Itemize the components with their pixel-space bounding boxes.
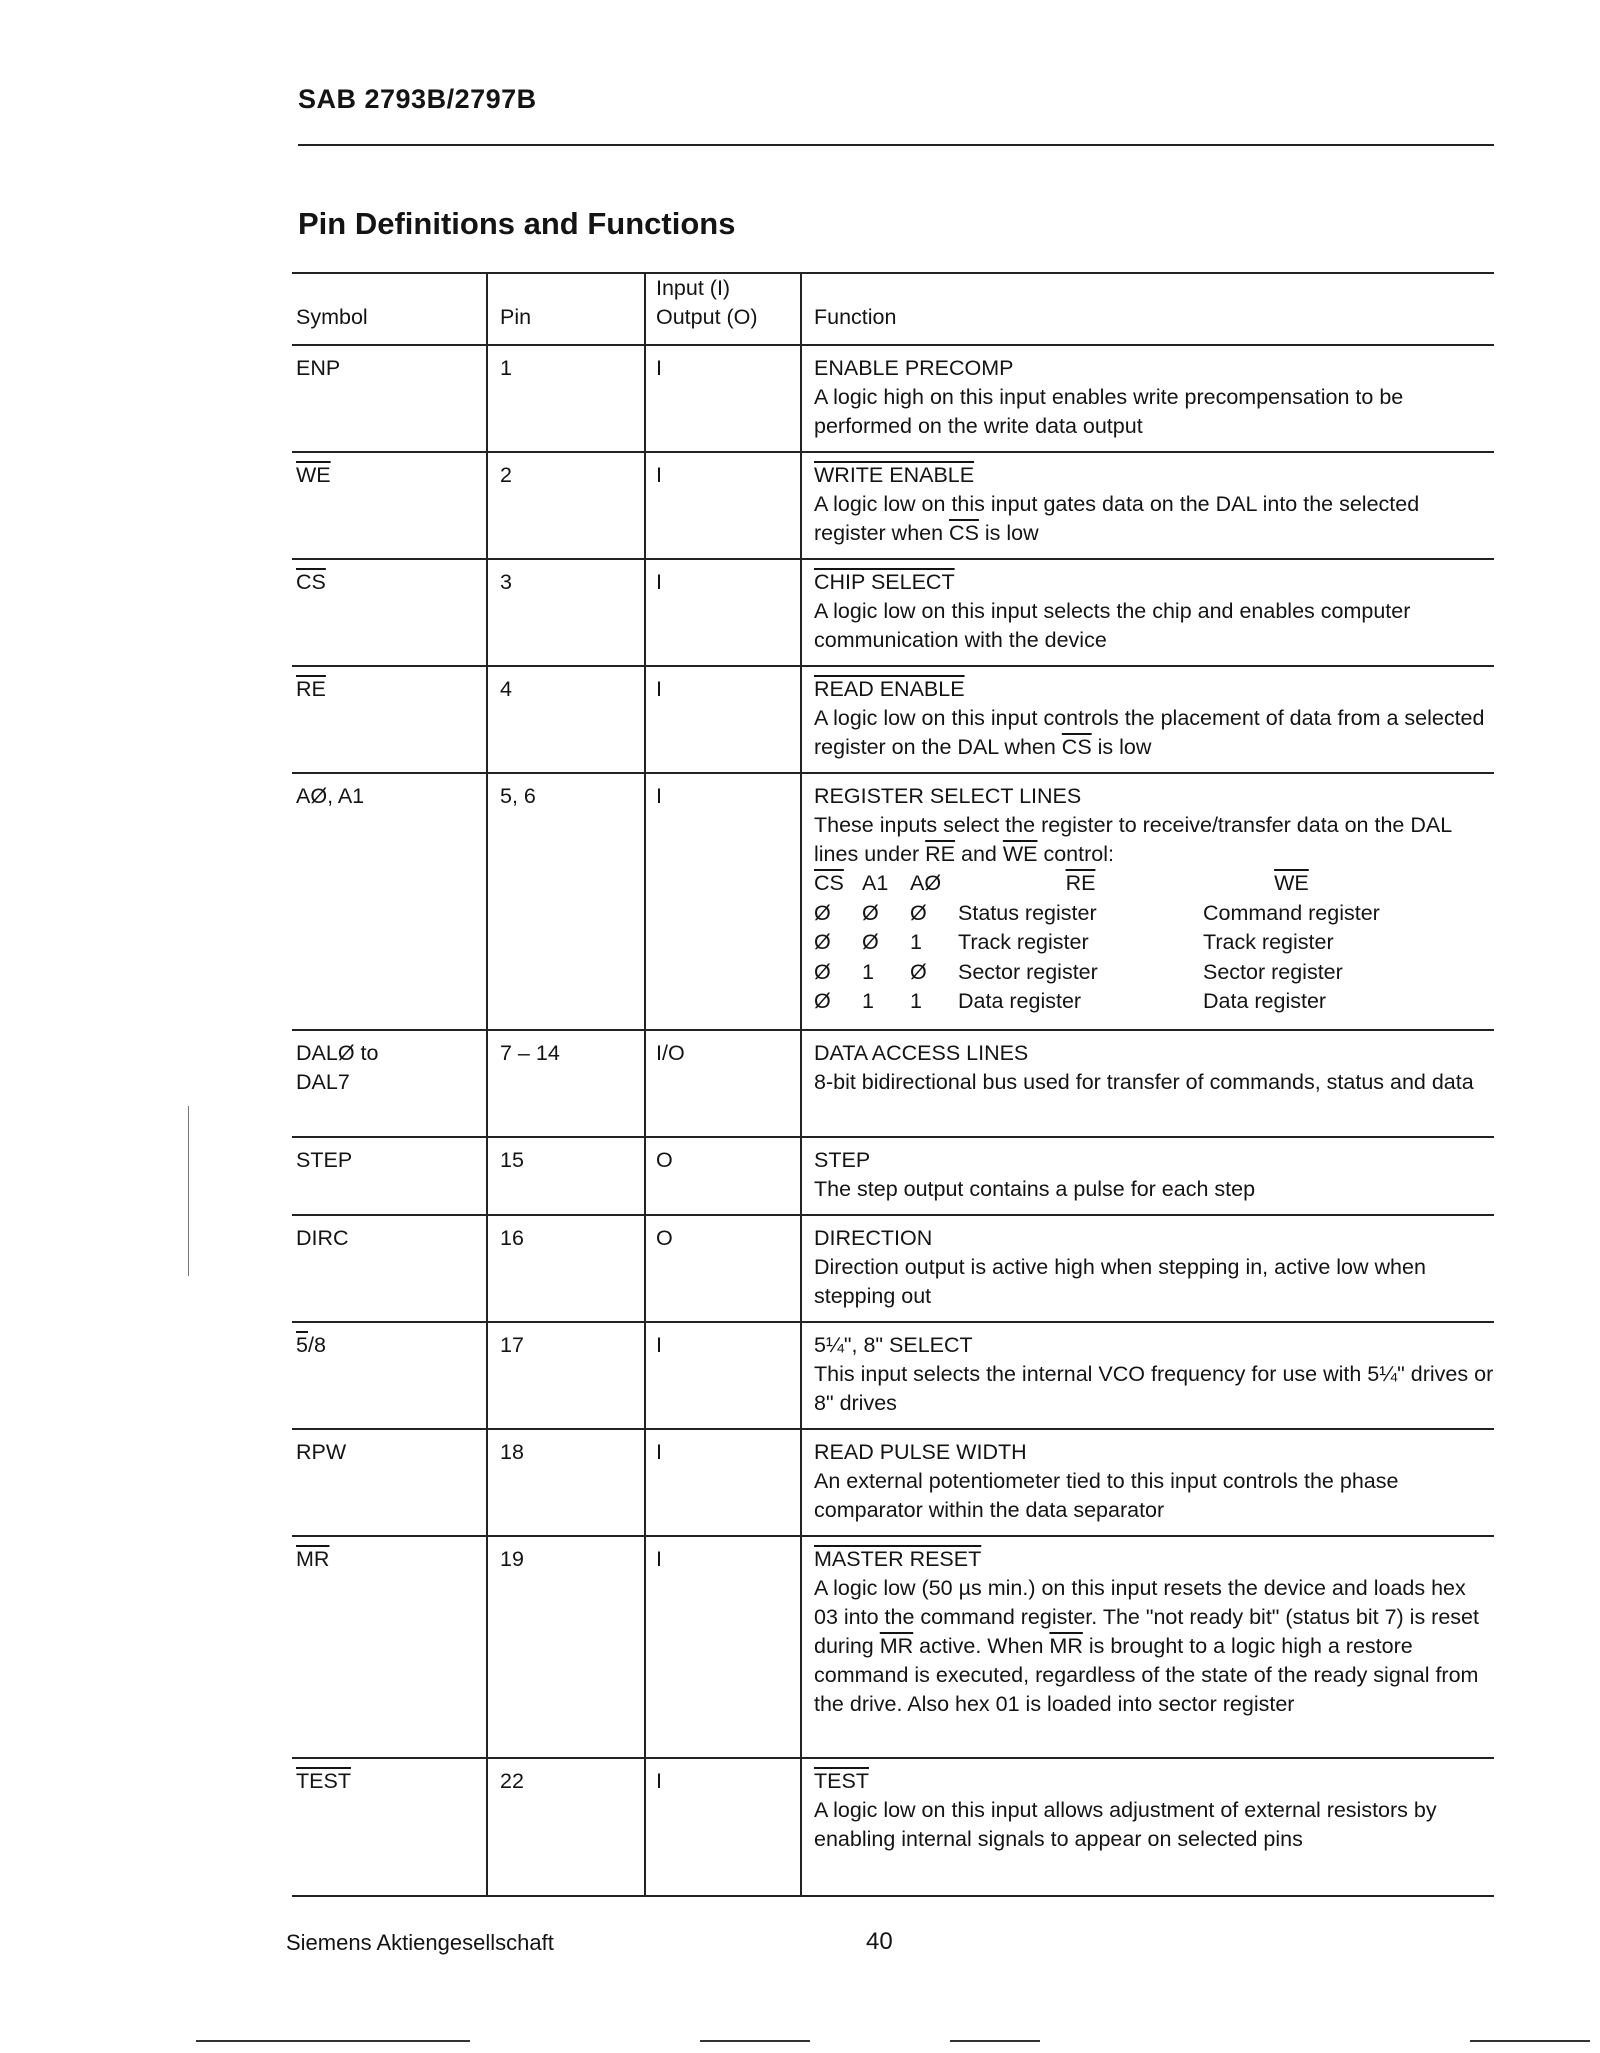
function-cell (801, 1758, 1494, 1896)
io-cell: O (645, 1137, 801, 1215)
io-cell: O (645, 1215, 801, 1322)
symbol-line: DALØ to (296, 1041, 379, 1065)
table-row (292, 1215, 1494, 1322)
pin-cell: 18 (487, 1429, 645, 1536)
register-a1: 1 (862, 989, 874, 1013)
io-cell: I (645, 1536, 801, 1758)
column-header-symbol: Symbol (292, 273, 487, 345)
signal-overlined: $\overline{MR}$ (1049, 1634, 1083, 1658)
register-re: Status register (958, 900, 1097, 925)
function-title: ENABLE PRECOMP (814, 356, 1014, 380)
table-row (292, 773, 1494, 1030)
register-a0: Ø (910, 900, 927, 925)
function-title: READ ENABLE (814, 677, 965, 701)
io-cell: I (645, 773, 801, 1030)
function-description: Direction output is active high when stepping in, active low when stepping out (814, 1255, 1426, 1308)
symbol-overlined: $\overline{WE}$ (296, 463, 331, 487)
function-description: A logic high on this input enables write precompensation to be performed on the write data output (814, 385, 1404, 438)
header-divider (298, 144, 1494, 146)
scan-edge-line (700, 2040, 810, 2042)
table-row (292, 1429, 1494, 1536)
symbol-cell (292, 666, 487, 773)
scan-edge-line (196, 2040, 470, 2042)
io-cell: I (645, 1322, 801, 1429)
io-cell: I (645, 1758, 801, 1896)
function-description: An external potentiometer tied to this input controls the phase comparator within the data separator (814, 1469, 1399, 1522)
symbol-cell (292, 1322, 487, 1429)
pin-cell: 4 (487, 666, 645, 773)
symbol-overlined: $\overline{CS}$ (296, 570, 326, 594)
pin-cell: 15 (487, 1137, 645, 1215)
register-cs: Ø (814, 930, 831, 954)
document-header: SAB 2793B/2797B (298, 84, 537, 114)
register-row (814, 958, 1380, 988)
signal-overlined: $\overline{MR}$ (879, 1634, 914, 1658)
description-text: A logic low on this input gates data on the DAL into the selected register when (814, 492, 1420, 545)
pin-cell: 7 – 14 (487, 1030, 645, 1137)
register-header-row (814, 869, 1380, 899)
function-title: TEST (814, 1769, 869, 1793)
register-re: Sector register (958, 959, 1098, 984)
description-text: is low (1091, 735, 1152, 759)
function-cell (801, 1030, 1494, 1137)
function-title: STEP (814, 1148, 871, 1172)
table-row (292, 345, 1494, 452)
scan-edge-line (1470, 2040, 1590, 2042)
register-a0: 1 (910, 930, 922, 954)
function-cell (801, 1322, 1494, 1429)
register-cs: Ø (814, 989, 831, 1013)
pin-definitions-table (292, 272, 1494, 1897)
symbol-overlined: TEST (296, 1769, 351, 1793)
register-cs: Ø (814, 900, 831, 925)
io-cell: I (645, 666, 801, 773)
register-row (814, 987, 1380, 1017)
register-a1: Ø (862, 930, 879, 954)
signal-overlined: $\overline{RE}$ (925, 842, 956, 866)
signal-overlined: $\overline{CS}$ (1061, 735, 1092, 759)
register-header-re (958, 869, 1203, 899)
register-header-a1: A1 (862, 871, 889, 895)
description-text: and (955, 842, 1003, 866)
symbol-cell: STEP (292, 1137, 487, 1215)
function-description: A logic low on this input allows adjustment of external resistors by enabling internal signals to appear on selected pins (814, 1798, 1437, 1851)
register-header-cs: $\overline{CS}$ (814, 871, 844, 895)
signal-overlined: $\overline{WE}$ (1002, 842, 1038, 866)
function-title: CHIP SELECT (814, 570, 955, 594)
column-header-function: Function (801, 273, 1494, 345)
symbol-overlined: 5 (296, 1333, 308, 1357)
function-title: MASTER RESET (814, 1547, 982, 1571)
function-description (814, 1574, 1494, 1719)
scan-margin-mark (188, 1106, 189, 1276)
description-text: A logic low on this input controls the placement of data from a selected register on the DAL when (814, 706, 1485, 759)
page-number: 40 (866, 1928, 893, 1955)
description-text: is brought to a logic high a restore command is executed, regardless of the state of the ready signal from the drive. Also hex 01 is loaded into sector register (814, 1634, 1479, 1716)
register-select-table (814, 869, 1380, 1017)
function-title: WRITE ENABLE (814, 463, 975, 487)
column-header-io-line1: Input (I) (656, 276, 731, 300)
symbol-cell: AØ, A1 (292, 773, 487, 1030)
description-text: A logic low (50 µs min.) on this input resets the device and loads hex 03 into the command register. The "not ready bit" (status bit 7) is reset during (814, 1576, 1479, 1658)
table-row (292, 1137, 1494, 1215)
io-cell: I (645, 559, 801, 666)
function-cell (801, 452, 1494, 559)
function-description: 8-bit bidirectional bus used for transfer of commands, status and data (814, 1070, 1474, 1094)
description-text: These inputs select the register to receive/transfer data on the DAL lines under (814, 813, 1452, 866)
pin-cell: 3 (487, 559, 645, 666)
function-title: REGISTER SELECT LINES (814, 784, 1082, 808)
function-description (814, 811, 1494, 869)
register-a1: 1 (862, 959, 874, 984)
function-cell (801, 1429, 1494, 1536)
function-cell (801, 1215, 1494, 1322)
register-a0: 1 (910, 989, 922, 1013)
pin-cell: 22 (487, 1758, 645, 1896)
symbol-text: /8 (307, 1333, 326, 1357)
table-row (292, 1536, 1494, 1758)
symbol-cell: ENP (292, 345, 487, 452)
register-a0: Ø (910, 959, 927, 984)
table-row (292, 1030, 1494, 1137)
register-row (814, 899, 1380, 929)
symbol-line: DAL7 (296, 1070, 350, 1094)
register-we: Sector register (1203, 959, 1343, 984)
io-cell: I (645, 1429, 801, 1536)
signal-overlined: $\overline{CS}$ (949, 521, 979, 545)
function-description (814, 704, 1494, 762)
function-title: 5¼", 8" SELECT (814, 1333, 973, 1357)
function-description: This input selects the internal VCO frequency for use with 5¼" drives or 8" drives (814, 1362, 1494, 1415)
description-text: active. When (913, 1634, 1050, 1658)
function-description: The step output contains a pulse for each step (814, 1177, 1256, 1201)
symbol-overlined: $\overline{RE}$ (296, 677, 326, 701)
register-row (814, 928, 1380, 958)
register-re: Track register (958, 930, 1089, 954)
description-text: is low (978, 521, 1039, 545)
table-row (292, 559, 1494, 666)
column-header-io (645, 273, 801, 345)
function-cell (801, 1137, 1494, 1215)
symbol-cell: DIRC (292, 1215, 487, 1322)
register-re: Data register (958, 989, 1082, 1013)
function-description: A logic low on this input selects the chip and enables computer communication with the device (814, 599, 1411, 652)
section-title: Pin Definitions and Functions (298, 206, 736, 241)
register-we: Data register (1203, 989, 1327, 1013)
function-cell (801, 666, 1494, 773)
register-header-re-label: $\overline{RE}$ (1065, 871, 1096, 895)
function-cell (801, 773, 1494, 1030)
table-header-row (292, 273, 1494, 345)
table-row (292, 1322, 1494, 1429)
symbol-cell (292, 559, 487, 666)
function-title: DIRECTION (814, 1226, 933, 1250)
pin-cell: 2 (487, 452, 645, 559)
symbol-cell (292, 452, 487, 559)
symbol-cell (292, 1536, 487, 1758)
table-row (292, 1758, 1494, 1896)
register-we: Track register (1203, 930, 1334, 954)
scan-edge-line (950, 2040, 1040, 2042)
register-a1: Ø (862, 900, 879, 925)
io-cell: I (645, 452, 801, 559)
description-text: control: (1037, 842, 1114, 866)
column-header-pin: Pin (487, 273, 645, 345)
register-we: Command register (1203, 900, 1380, 925)
io-cell: I (645, 345, 801, 452)
pin-cell: 17 (487, 1322, 645, 1429)
pin-cell: 16 (487, 1215, 645, 1322)
symbol-cell (292, 1758, 487, 1896)
symbol-overlined: $\overline{MR}$ (296, 1547, 330, 1571)
function-cell (801, 559, 1494, 666)
table-row (292, 452, 1494, 559)
function-description (814, 490, 1494, 548)
pin-cell: 5, 6 (487, 773, 645, 1030)
symbol-cell: RPW (292, 1429, 487, 1536)
function-title: READ PULSE WIDTH (814, 1440, 1027, 1464)
footer-company: Siemens Aktiengesellschaft (286, 1930, 554, 1955)
register-cs: Ø (814, 959, 831, 984)
symbol-cell (292, 1030, 487, 1137)
function-cell (801, 345, 1494, 452)
register-header-we (1203, 869, 1380, 899)
register-header-a0: AØ (910, 871, 942, 895)
table-row (292, 666, 1494, 773)
pin-cell: 19 (487, 1536, 645, 1758)
function-title: DATA ACCESS LINES (814, 1041, 1029, 1065)
column-header-io-line2: Output (O) (656, 305, 758, 329)
pin-cell: 1 (487, 345, 645, 452)
register-header-we-label: $\overline{WE}$ (1274, 871, 1309, 895)
function-cell (801, 1536, 1494, 1758)
io-cell: I/O (645, 1030, 801, 1137)
